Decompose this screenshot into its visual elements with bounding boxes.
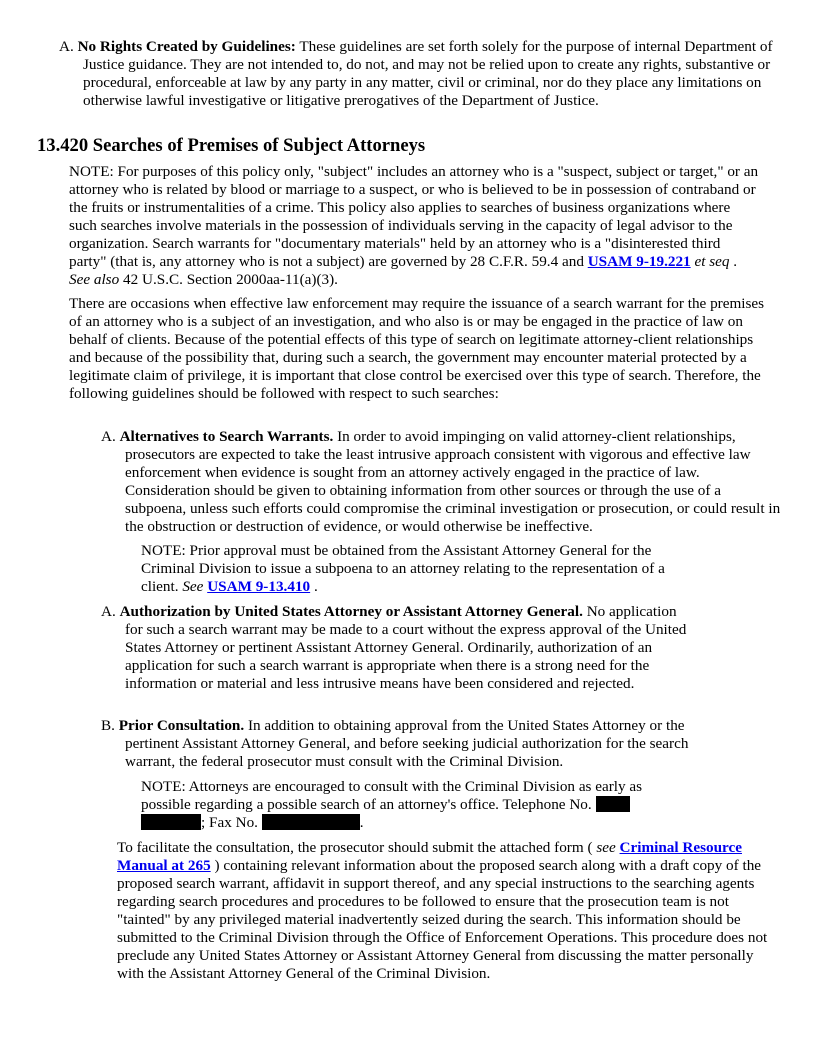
section-heading: 13.420 Searches of Premises of Subject Attorneys bbox=[37, 135, 426, 156]
fax-label: ; Fax No. bbox=[201, 814, 258, 831]
redacted-telephone-cont bbox=[141, 814, 201, 830]
note-prior-approval bbox=[141, 542, 671, 596]
list-marker: A. bbox=[101, 603, 116, 620]
note-text: NOTE: Prior approval must be obtained from the Assistant Attorney General for the Criminal Division to issue a subpoena to an attorney relating to the representation of a client. bbox=[141, 542, 665, 595]
item-title: No Rights Created by Guidelines: bbox=[77, 38, 296, 55]
list-item-consultation bbox=[101, 717, 715, 771]
item-title: Alternatives to Search Warrants. bbox=[119, 428, 334, 445]
paragraph-text: To facilitate the consultation, the prosecutor should submit the attached form ( bbox=[117, 839, 593, 856]
note-text: . bbox=[313, 578, 318, 595]
item-title: Prior Consultation. bbox=[118, 717, 245, 734]
list-marker: A. bbox=[101, 428, 116, 445]
redacted-telephone bbox=[596, 796, 630, 812]
list-item-authorization bbox=[101, 603, 695, 693]
item-body: In addition to obtaining approval from the United States Attorney or the pertinent Assistant Attorney General, and before seeking judicial authorization for the search warrant, the federal prosecutor must consult with the Criminal Division. bbox=[125, 717, 689, 770]
note-subject-definition bbox=[69, 163, 759, 289]
note-text: 42 U.S.C. Section 2000aa-11(a)(3). bbox=[123, 271, 338, 288]
paragraph-italic-see: see bbox=[596, 839, 616, 856]
item-body: These guidelines are set forth solely for the purpose of internal Department of Justice guidance. They are not intended to, do not, and may not be relied upon to create any rights, substantive or procedural, enforceable at law by any party in any matter, civil or criminal, nor do they place any limitations on otherwise lawful investigative or litigative prerogatives of the Department of Justice. bbox=[83, 38, 773, 109]
intro-paragraph: There are occasions when effective law enforcement may require the issuance of a search warrant for the premises of an attorney who is a subject of an investigation, and who also is or may be engaged in the practice of law on behalf of clients. Because of the potential effects of this type of search on legitimate attorney-client relationships and because of the possibility that, during such a search, the government may encounter material protected by a legitimate claim of privilege, it is important that close control be exercised over this type of search. Therefore, the following guidelines should be followed with respect to such searches: bbox=[69, 295, 765, 402]
item-body: In order to avoid impinging on valid attorney-client relationships, prosecutors are expected to take the least intrusive approach consistent with vigorous and effective law enforcement when evidence is sought from an attorney actively engaged in the practice of law. Consideration should be given to obtaining information from other sources or through the use of a subpoena, unless such efforts could compromise the criminal investigation or prosecution, or could result in the obstruction or destruction of evidence, or would otherwise be ineffective. bbox=[125, 428, 781, 535]
note-text: NOTE: For purposes of this policy only, "subject" includes an attorney who is a "suspect, subject or target," or an attorney who is related by blood or marriage to a suspect, or who is believed to be in possession of contraband or the fruits or instrumentalities of a crime. This policy also applies to searches of business organizations where such searches involve materials in the possession of individuals serving in the capacity of legal advisor to the organization. Search warrants for "documentary materials" held by an attorney who is a "disinterested third party" (that is, any attorney who is not a subject) are governed by 28 C.F.R. 59.4 and bbox=[69, 163, 759, 270]
criminal-resource-manual-265-link[interactable]: Criminal Resource Manual at 265 bbox=[117, 839, 742, 874]
usam-9-19-221-link[interactable]: USAM 9-19.221 bbox=[587, 253, 691, 270]
list-item-no-rights bbox=[59, 38, 795, 110]
note-italic-see: See bbox=[182, 578, 204, 595]
note-text: NOTE: Attorneys are encouraged to consult with the Criminal Division as early as possible regarding a possible search of an attorney's office. Telephone No. bbox=[141, 778, 643, 813]
list-marker: B. bbox=[101, 717, 115, 734]
note-italic-et-seq: et seq bbox=[694, 253, 730, 270]
list-item-alternatives bbox=[101, 428, 785, 536]
note-text: . bbox=[733, 253, 738, 270]
item-title: Authorization by United States Attorney or Assistant Attorney General. bbox=[119, 603, 583, 620]
paragraph-text: ) containing relevant information about the proposed search along with a draft copy of the proposed search warrant, affidavit in support thereof, and any special instructions to the searching agents regarding search procedures and procedures to be followed to ensure that the prosecution team is not "tainted" by any privileged material inadvertently seized during the search. This information should be submitted to the Criminal Division through the Office of Enforcement Operations. This procedure does not preclude any United States Attorney or Assistant Attorney General from discussing the matter personally with the Assistant Attorney General of the Criminal Division. bbox=[117, 857, 768, 982]
list-marker: A. bbox=[59, 38, 74, 55]
note-italic-see-also: See also bbox=[69, 271, 120, 288]
item-body: No application for such a search warrant may be made to a court without the express approval of the United States Attorney or pertinent Assistant Attorney General. Ordinarily, authorization of an application for such a search warrant is appropriate when there is a strong need for the information or material and less intrusive means have been considered and rejected. bbox=[125, 603, 687, 692]
note-consult-early bbox=[141, 778, 669, 832]
redacted-fax bbox=[262, 814, 360, 830]
usam-9-13-410-link[interactable]: USAM 9-13.410 bbox=[207, 578, 311, 595]
facilitate-paragraph bbox=[117, 839, 771, 983]
note-text: . bbox=[359, 814, 364, 831]
